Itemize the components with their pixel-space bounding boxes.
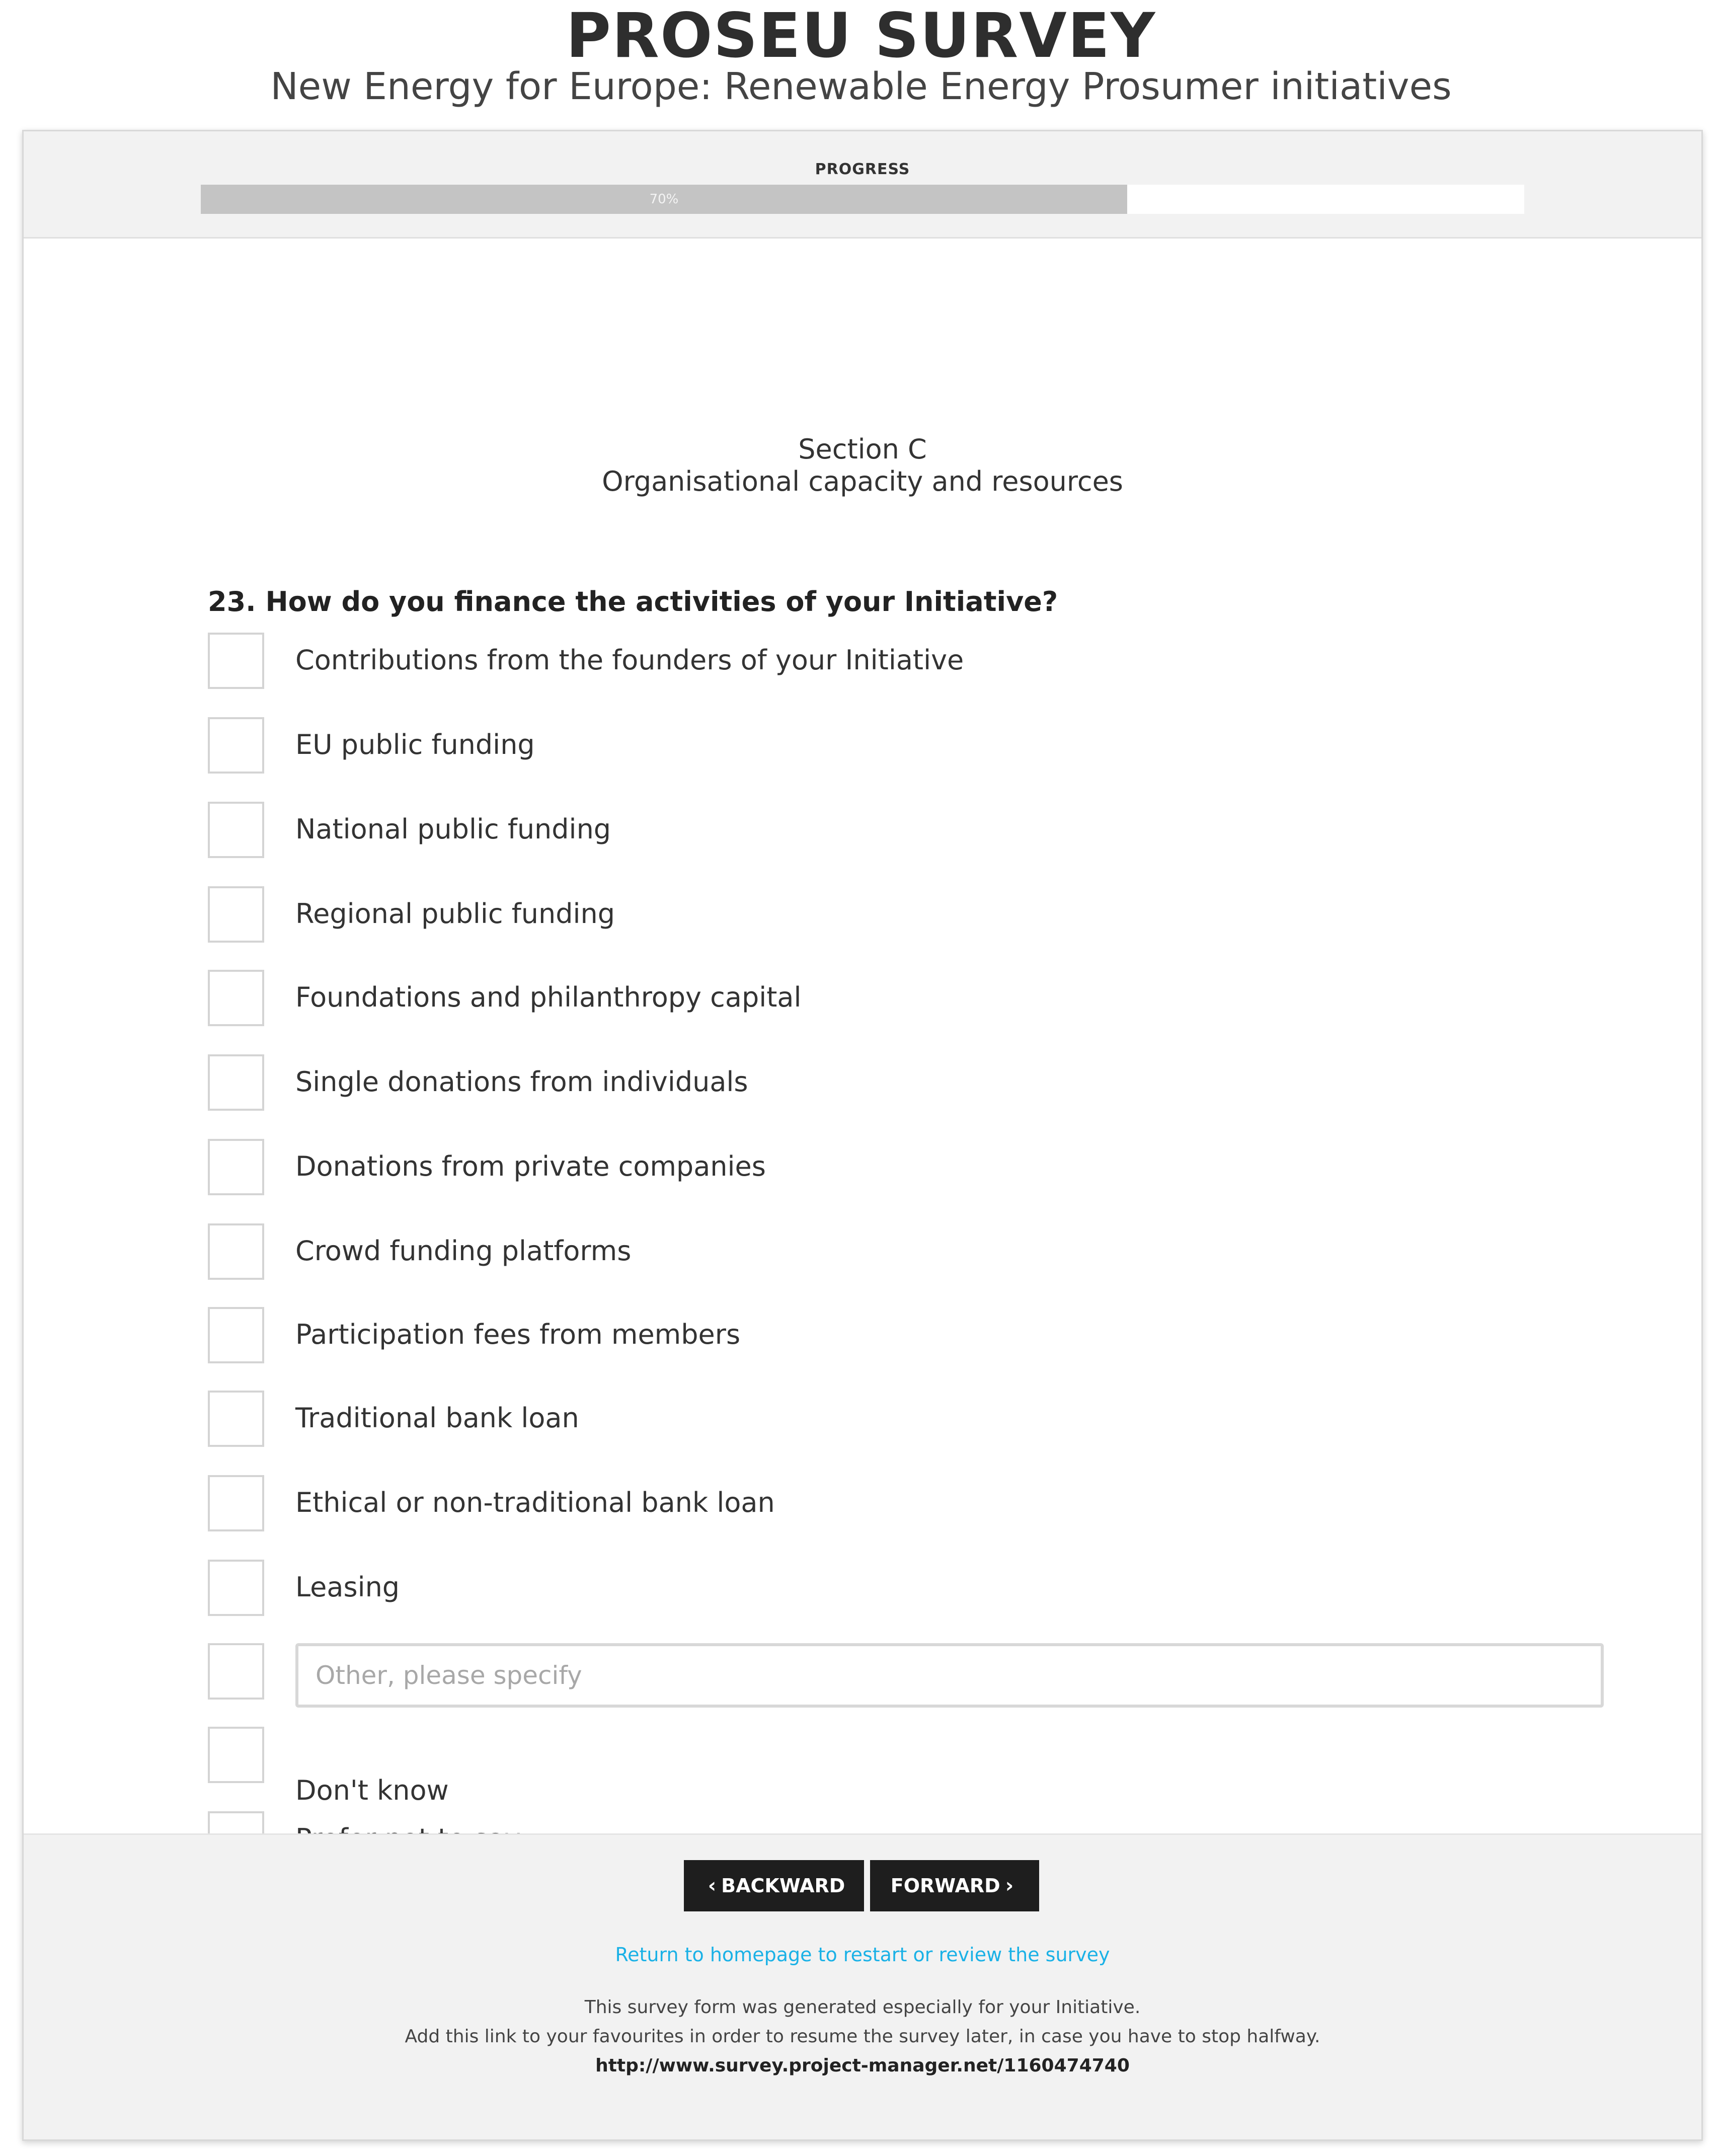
option-label[interactable]: Traditional bank loan [295,1402,579,1434]
option-crowd-funding[interactable] [208,1223,1652,1286]
checkbox[interactable] [208,633,264,689]
survey-card [22,130,1703,2141]
checkbox[interactable] [208,1643,264,1700]
checkbox[interactable] [208,1054,264,1111]
option-foundations-philanthropy[interactable] [208,970,1652,1032]
forward-label: FORWARD [890,1875,1000,1897]
option-member-fees[interactable] [208,1307,1652,1369]
option-label[interactable]: Don't know [295,1775,449,1806]
option-label[interactable]: EU public funding [295,729,535,760]
option-dont-know[interactable] [208,1727,1652,1820]
checkbox[interactable] [208,717,264,774]
other-specify-input[interactable] [295,1643,1604,1708]
option-label[interactable]: Crowd funding platforms [295,1235,632,1267]
footer-note-line-1: This survey form was generated especially for your Initiative. [584,1997,1141,2018]
option-ethical-bank-loan[interactable] [208,1475,1652,1537]
checkbox[interactable] [208,1223,264,1280]
forward-button[interactable] [870,1860,1039,1911]
option-regional-public-funding[interactable] [208,886,1652,949]
section-title: Section C [798,433,927,465]
option-label[interactable]: Leasing [295,1571,400,1603]
site-subtitle: New Energy for Europe: Renewable Energy Prosumer initiatives [270,65,1452,108]
checkbox[interactable] [208,1560,264,1616]
option-label[interactable]: National public funding [295,813,611,845]
option-leasing[interactable] [208,1560,1652,1622]
option-other[interactable] [208,1643,1652,1709]
option-label[interactable]: Participation fees from members [295,1319,741,1350]
footer-note-line-2: Add this link to your favourites in order to resume the survey later, in case you have to stop halfway. [405,2026,1320,2047]
checkbox[interactable] [208,802,264,858]
checkbox[interactable] [208,970,264,1026]
option-label[interactable]: Ethical or non-traditional bank loan [295,1487,775,1518]
question-title: 23. How do you finance the activities of your Initiative? [208,586,1058,618]
footer-panel [24,1833,1701,2141]
option-eu-public-funding[interactable] [208,717,1652,780]
option-label[interactable]: Donations from private companies [295,1150,766,1182]
checkbox[interactable] [208,886,264,943]
option-traditional-bank-loan[interactable] [208,1391,1652,1453]
section-subtitle: Organisational capacity and resources [602,466,1123,497]
checkbox[interactable] [208,1307,264,1363]
option-national-public-funding[interactable] [208,802,1652,864]
backward-button[interactable] [684,1860,864,1911]
checkbox[interactable] [208,1727,264,1783]
checkbox[interactable] [208,1475,264,1531]
progress-bar [201,185,1524,214]
option-company-donations[interactable] [208,1139,1652,1201]
progress-percent: 70% [649,192,679,207]
return-homepage-link[interactable]: Return to homepage to restart or review the survey [615,1944,1110,1966]
checkbox[interactable] [208,1139,264,1195]
checkbox[interactable] [208,1391,264,1447]
option-label[interactable]: Single donations from individuals [295,1066,748,1098]
option-label[interactable]: Contributions from the founders of your Initiative [295,644,964,676]
option-label[interactable]: Regional public funding [295,898,615,930]
site-title: PROSEU SURVEY [566,0,1156,71]
option-label[interactable]: Foundations and philanthropy capital [295,981,802,1013]
progress-panel [24,131,1701,239]
chevron-left-icon: ‹ [708,1874,717,1897]
progress-label: PROGRESS [815,161,910,178]
survey-url[interactable]: http://www.survey.project-manager.net/1160474740 [595,2055,1130,2076]
backward-label: BACKWARD [721,1875,845,1897]
option-single-donations[interactable] [208,1054,1652,1117]
option-founders-contributions[interactable] [208,633,1652,695]
chevron-right-icon: › [1005,1874,1014,1897]
